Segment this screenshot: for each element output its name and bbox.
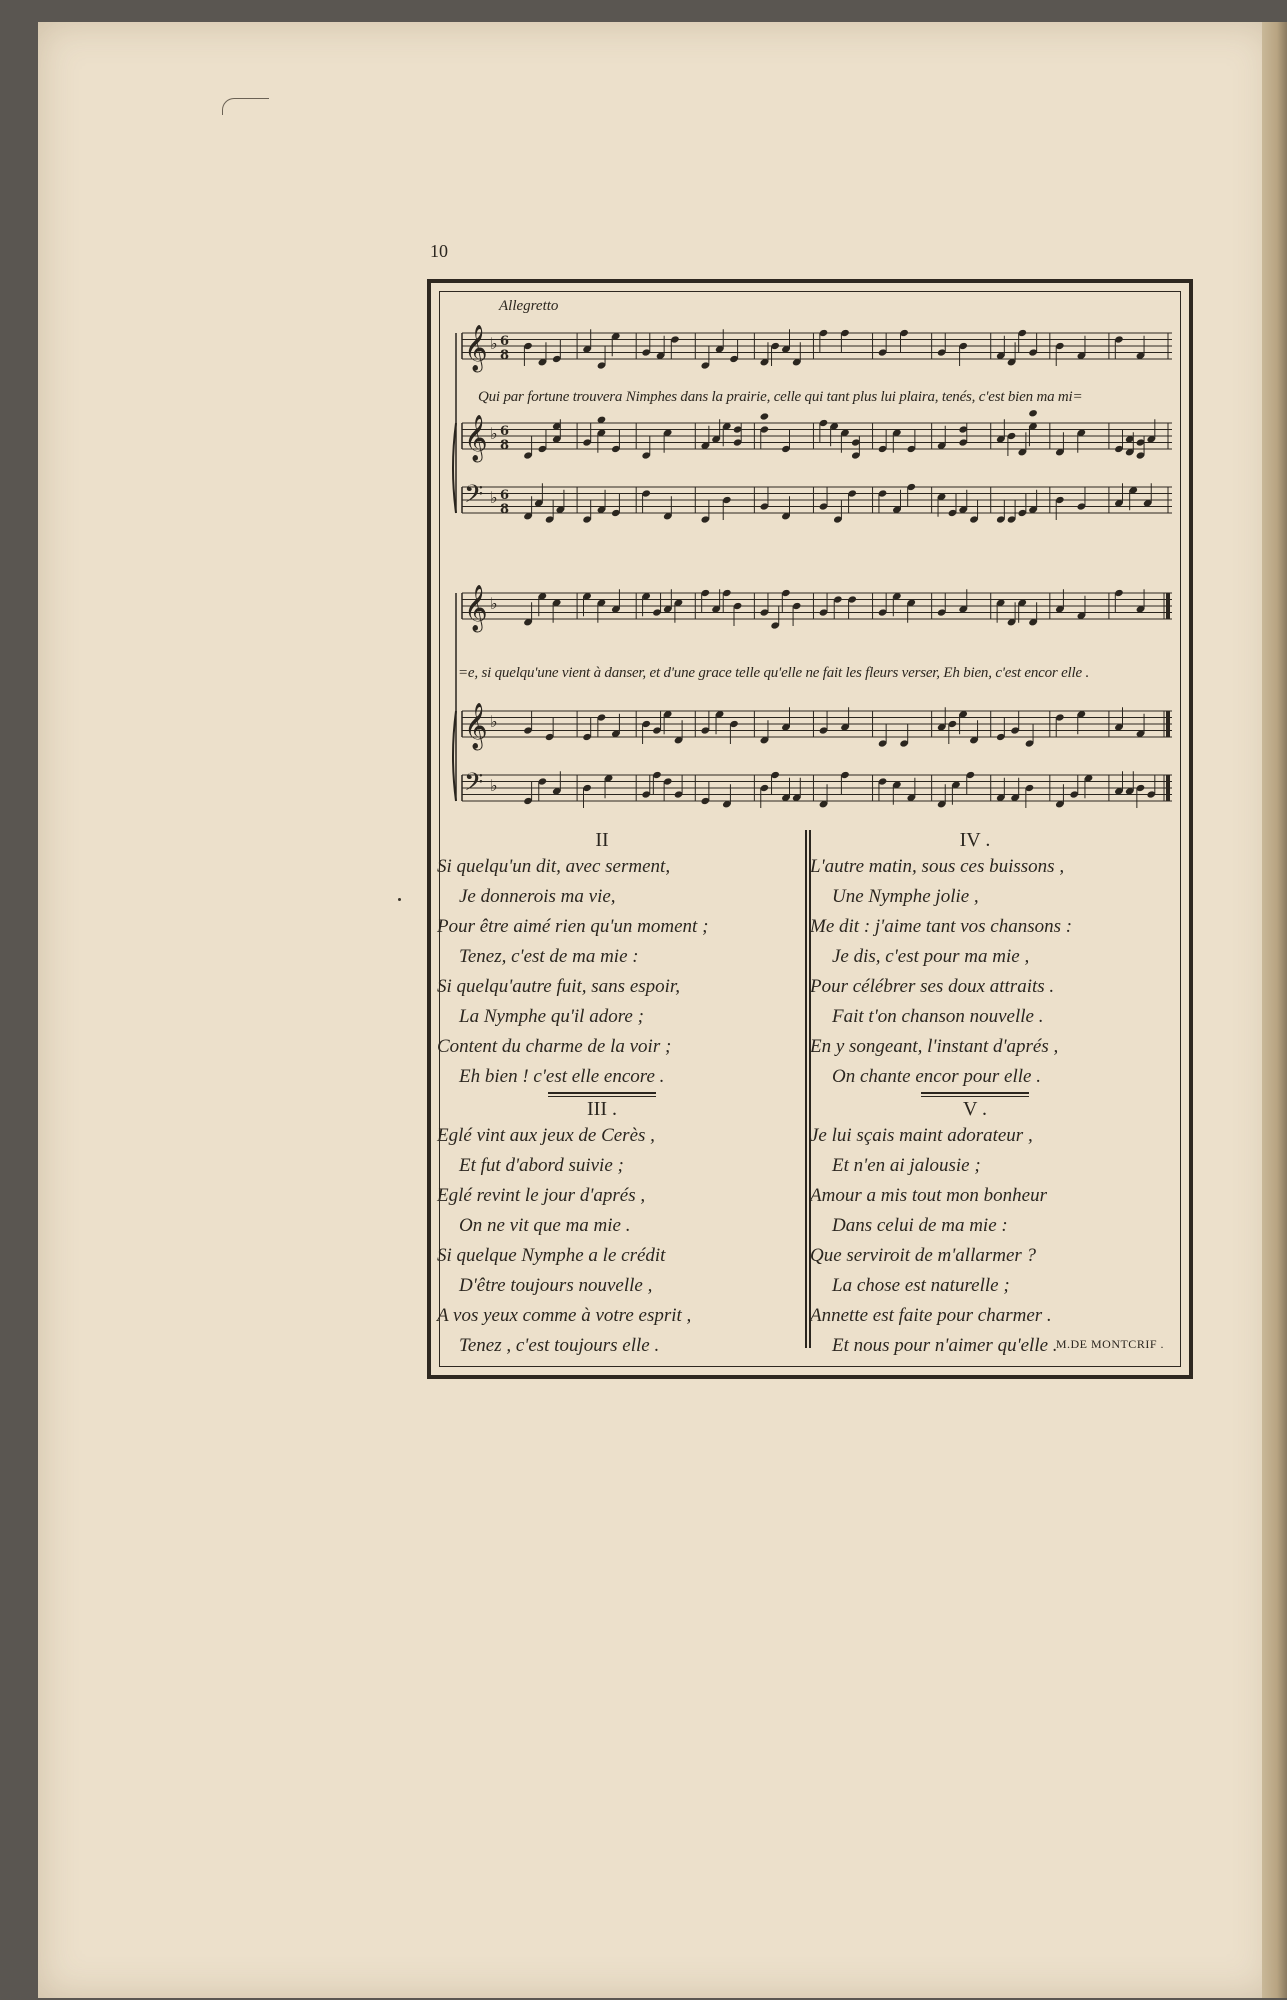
verse-line: Pour célébrer ses doux attraits .: [810, 976, 1055, 997]
verse-line: L'autre matin, sous ces buissons ,: [810, 856, 1065, 877]
verse-line: Fait t'on chanson nouvelle .: [832, 1006, 1044, 1027]
flat-sign-icon: ♭: [490, 712, 498, 731]
treble-clef-icon: 𝄞: [464, 415, 488, 461]
tempo-marking: Allegretto: [499, 298, 559, 314]
verse-heading-4: IV .: [959, 829, 991, 851]
verse-line: Que serviroit de m'allarmer ?: [810, 1245, 1037, 1266]
verse-line: On ne vit que ma mie .: [459, 1215, 631, 1236]
flat-sign-icon: ♭: [490, 334, 498, 353]
verse-line: Eh bien ! c'est elle encore .: [459, 1066, 665, 1087]
verse-line: Tenez , c'est toujours elle .: [459, 1335, 660, 1356]
verse-line: Tenez, c'est de ma mie :: [459, 946, 639, 967]
next-page-edge: [1262, 22, 1287, 1998]
verse-line: La chose est naturelle ;: [832, 1275, 1010, 1296]
verses-right-column: [810, 828, 1140, 1361]
music-score: [448, 300, 1182, 830]
treble-clef-icon: 𝄞: [464, 585, 488, 631]
verse-line: Je lui sçais maint adorateur ,: [810, 1125, 1033, 1146]
treble-clef-icon: 𝄞: [464, 703, 488, 749]
verse-line: Dans celui de ma mie :: [832, 1215, 1008, 1236]
verse-line: Et n'en ai jalousie ;: [832, 1155, 981, 1176]
verse-heading-2: II: [595, 829, 609, 851]
verse-line: Je donnerois ma vie,: [459, 886, 616, 907]
bass-clef-icon: 𝄢: [464, 480, 484, 515]
verses-left-column: [437, 828, 767, 1361]
paper-speck: [398, 898, 401, 901]
verse-heading-3: III .: [587, 1098, 617, 1120]
treble-clef-icon: 𝄞: [464, 325, 488, 371]
bass-clef-icon: 𝄢: [464, 768, 484, 803]
author-signature: M.DE MONTCRIF .: [1055, 1337, 1164, 1351]
verse-line: En y songeant, l'instant d'aprés ,: [810, 1036, 1059, 1057]
time-signature-icon: 8: [500, 348, 510, 363]
verse-line: Si quelque Nymphe a le crédit: [437, 1245, 666, 1266]
verse-line: Si quelqu'autre fuit, sans espoir,: [437, 976, 680, 997]
verse-line: Annette est faite pour charmer .: [810, 1305, 1052, 1326]
verse-line: Si quelqu'un dit, avec serment,: [437, 856, 671, 877]
flat-sign-icon: ♭: [490, 776, 498, 795]
verse-line: Et fut d'abord suivie ;: [459, 1155, 624, 1176]
paper-mark: [222, 98, 269, 115]
lyrics-line-1: Qui par fortune trouvera Nimphes dans la prairie, celle qui tant plus lui plaira, tenés, c'est bien ma mi=: [478, 389, 1083, 405]
page-number: 10: [430, 241, 448, 261]
time-signature-icon: 8: [500, 502, 510, 517]
verse-line: Eglé revint le jour d'aprés ,: [437, 1185, 646, 1206]
flat-sign-icon: ♭: [490, 424, 498, 443]
verse-line: Content du charme de la voir ;: [437, 1036, 672, 1057]
verse-line: Une Nymphe jolie ,: [832, 886, 979, 907]
note-head: [760, 412, 770, 420]
verse-line: Amour a mis tout mon bonheur: [810, 1185, 1047, 1206]
verse-line: Pour être aimé rien qu'un moment ;: [437, 916, 709, 937]
verse-line: Me dit : j'aime tant vos chansons :: [810, 916, 1073, 937]
verse-line: D'être toujours nouvelle ,: [459, 1275, 653, 1296]
verse-line: On chante encor pour elle .: [832, 1066, 1041, 1087]
verse-line: Je dis, c'est pour ma mie ,: [832, 946, 1030, 967]
time-signature-icon: 8: [500, 438, 510, 453]
time-signature-icon: 6: [500, 488, 510, 503]
time-signature-icon: 6: [500, 424, 510, 439]
note-head: [1028, 409, 1038, 417]
verse-heading-5: V .: [962, 1098, 988, 1120]
lyrics-line-2: =e, si quelqu'une vient à danser, et d'une grace telle qu'elle ne fait les fleurs verser, Eh bien, c'est encor elle .: [458, 665, 1090, 681]
verse-line: La Nymphe qu'il adore ;: [459, 1006, 644, 1027]
verse-line: Et nous pour n'aimer qu'elle .: [832, 1335, 1058, 1356]
verse-line: Eglé vint aux jeux de Cerès ,: [437, 1125, 655, 1146]
time-signature-icon: 6: [500, 334, 510, 349]
flat-sign-icon: ♭: [490, 488, 498, 507]
verse-line: A vos yeux comme à votre esprit ,: [437, 1305, 692, 1326]
flat-sign-icon: ♭: [490, 594, 498, 613]
